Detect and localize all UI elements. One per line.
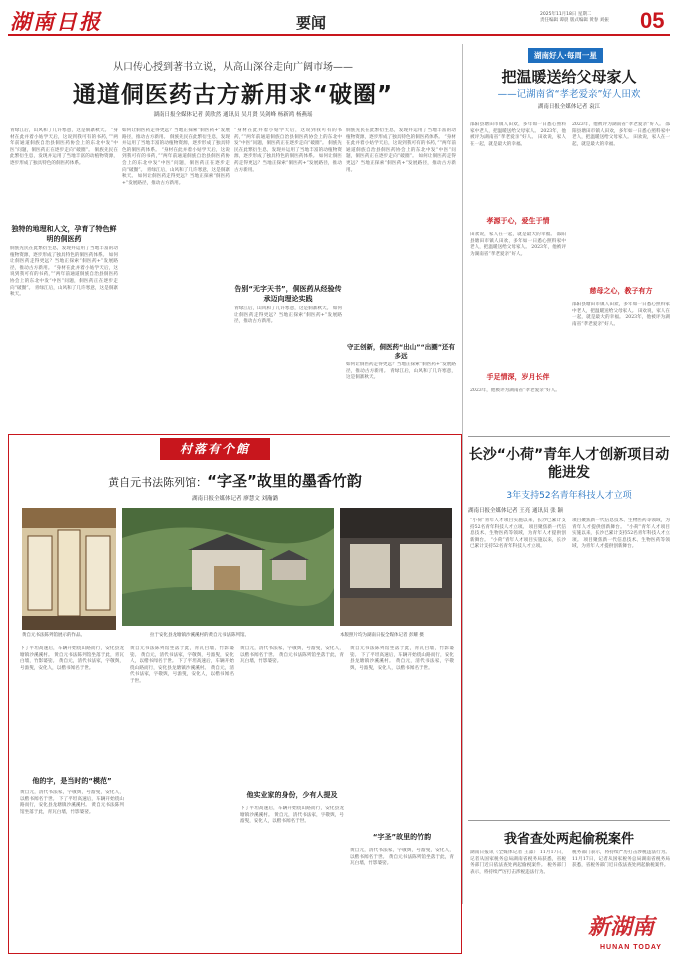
rt-para: 邵阳县塘田市镇人田欢，多年如一日悉心照料家中老人，把温暖送给父母家人。: [470, 122, 566, 134]
lead-para: 如何让侗医药走得更远？当地正探索“侗医药+”发展路径，推动古方新用。: [122, 174, 230, 186]
lead-para: 青绿江后，山风和了几许寒意，这是侗寨秋天。: [122, 167, 230, 180]
page-number: 05: [640, 8, 665, 33]
right-bottom-col-1: [470, 850, 566, 956]
caption-2: 拉于安化县龙塘镇沙溪溪村的黄自元书法陈列馆。: [150, 633, 249, 638]
lead-column-4b: [346, 362, 456, 428]
feature-col-4b: [350, 848, 454, 948]
f-para: 黄自元书法陈列馆坐落于此，青瓦白墙，竹影婆娑。: [350, 646, 454, 658]
feature-subhead-3: “字圣”故里的竹韵: [372, 833, 432, 841]
right-bottom-col-2: [572, 850, 670, 910]
feature-subhead-2: 他实业家的身份，少有人提及: [246, 791, 338, 799]
lead-column-3b: [234, 306, 342, 426]
lead-para: 如何让侗医药走得更远？当地正探索“侗医药+”发展路径，推动古方新用。: [234, 306, 342, 325]
right-bottom-rule: [468, 820, 670, 821]
lead-para: 侗族先民在此繁衍生息，发现并运用了当地丰富的动植物资源，逐步形成了独具特色的侗医药体系。: [10, 246, 118, 258]
lead-para: 青绿江后，山风和了几许寒意，这是侗寨秋天。: [234, 306, 332, 311]
date-line: 2025年11月18日 星期二: [540, 12, 592, 17]
right-top-col-2: [572, 122, 670, 282]
lead-column-2: [122, 128, 230, 428]
right-top-headline: 把温暖送给父母家人: [501, 68, 637, 86]
feature-headline-main: “字圣”故里的墨香竹韵: [207, 472, 362, 490]
f-para: 黄自元书法陈列馆坐落于此，青瓦白墙，竹影婆娑。: [20, 652, 124, 665]
rm-para: 项目聚焦新一代信息技术、生物医药等领域，为青年人才提供创新舞台。: [572, 518, 670, 530]
right-mid-byline: 湖南日报全媒体记者 王亮 通讯员 张 颖: [468, 508, 563, 514]
lead-column-1b: [10, 246, 118, 426]
lead-para: “身材在此并着小姑学天后，这说到我可有的书药，””两年前通道侗族自治县侗医药协会上的东北中发“中医”问题，侗医药正在逐步走向“破圈”。: [10, 265, 118, 291]
right-top-col-1c: [470, 388, 566, 432]
rm-para: “小荷”青年人才项目实施以来，长沙已累计支持52名青年科技人才立项。: [470, 518, 566, 530]
rt-subhead-1: 孝源于心，爱生于情: [486, 217, 550, 225]
right-mid-rule: [468, 436, 670, 437]
feature-col-1b: [20, 790, 124, 948]
f-para: 黄自元，清代书法家，字敬舆，号澹叟，安化人，以楷书闻名于世。: [350, 848, 454, 860]
right-mid-col-1: [470, 518, 566, 816]
lead-para: 侗族先民在此繁衍生息，发现并运用了当地丰富的动植物资源，逐步形成了独具特色的侗医药体系。: [10, 147, 118, 166]
f-para: 下了平坦高速后，车辆开始绕山路而行，安化县龙塘镇沙溪溪村。: [350, 652, 454, 665]
right-top-col-1: [470, 122, 566, 214]
feature-column-logo: 村落有个館: [160, 438, 270, 460]
f-para: 黄自元，清代书法家，字敬舆，号澹叟，安化人，以楷书闻名于世。: [130, 652, 234, 665]
right-top-col-2b: [572, 302, 670, 432]
lead-byline: 湖南日报全媒体记者 黄欣然 通讯员 吴月贤 吴剑峰 杨新鸿 杨燕瑶: [153, 112, 313, 118]
feature-byline: 湖南日报全媒体记者 廖慧文 刘瀚潞: [192, 496, 278, 502]
right-top-subheadline: ——记湖南省“孝老爱亲”好人田欢: [497, 89, 641, 100]
watermark-latin: HUNAN TODAY: [600, 944, 662, 951]
rb-para: 湖南日报讯（全媒体记者 王淼）: [470, 850, 539, 855]
watermark-logo: 新湖南: [588, 914, 655, 940]
f-para: 黄自元书法陈列馆坐落于此，青瓦白墙，竹影婆娑。: [240, 652, 344, 665]
photo-village-aerial: [122, 508, 334, 626]
rm-para: 项目聚焦新一代信息技术、生物医药等领域，为青年人才提供创新舞台。: [470, 524, 566, 543]
rt-para: 田欢说，家人在一起，就是最大的幸福。: [572, 135, 670, 147]
newspaper-logo: 湖南日报: [10, 9, 102, 34]
right-top-col-1b: [470, 232, 566, 372]
photo-calligraphy-hall: [22, 508, 116, 630]
caption-1: 黄自元书法陈列馆展示的作品。: [22, 633, 85, 638]
lead-subhead-2: 告别“无字天书”，侗医药从经验传承迈向理论实践: [234, 285, 342, 303]
f-para: 黄自元书法陈列馆坐落于此，青瓦白墙，竹影婆娑。: [20, 803, 124, 815]
f-para: 下了平坦高速后，车辆开始绕山路而行，安化县龙塘镇沙溪溪村。: [20, 796, 124, 809]
rm-para: “小荷”青年人才项目实施以来，长沙已累计支持52名青年科技人才立项。: [572, 524, 670, 543]
lead-para: 如何让侗医药走得更远？当地正探索“侗医药+”发展路径，推动古方新用。: [346, 154, 456, 173]
column-divider: [462, 44, 463, 904]
rt-para: 2023年，他被评为湖南省“孝老爱亲”好人。: [470, 128, 566, 141]
lead-kicker: 从口传心授到著书立说，从高山深谷走向广阔市场——: [113, 62, 353, 73]
lead-para: “身材在此并着小姑学天后，这说到我可有的书药，””两年前通道侗族自治县侗医药协会上的东北中发“中医”问题，侗医药正在逐步走向“破圈”。: [122, 147, 230, 173]
f-para: 下了平坦高速后，车辆开始绕山路而行，安化县龙塘镇沙溪溪村。: [20, 646, 124, 658]
rb-para: 11月17日，记者从国家税务总局湖南省税务局获悉，省税务部门近日依法查处两起偷税案件。: [572, 856, 670, 869]
lead-subhead-3: 守正创新，侗医药“出山”“出圈”还有多远: [346, 343, 456, 360]
rm-para: “小荷”青年人才项目实施以来，长沙已累计支持52名青年科技人才立项。: [470, 537, 566, 550]
column-badge: 湖南好人·每周一星: [528, 48, 603, 63]
lead-para: 侗族先民在此繁衍生息，发现并运用了当地丰富的动植物资源，逐步形成了独具特色的侗医药体系。: [346, 128, 456, 140]
rt-para: 2023年，他被评为湖南省“孝老爱亲”好人。: [572, 315, 670, 327]
caption-3: 本版照片均为湖南日报全媒体记者 彭耀 摄: [340, 633, 424, 638]
lead-para: 侗族先民在此繁衍生息，发现并运用了当地丰富的动植物资源，逐步形成了独具特色的侗医药体系。: [122, 134, 230, 153]
rt-para: 田欢说，家人在一起，就是最大的幸福。: [470, 135, 566, 147]
lead-para: 如何让侗医药走得更远？当地正探索“侗医药+”发展路径，推动古方新用。: [122, 128, 230, 140]
right-mid-subheadline: 3年支持52名青年科技人才立项: [506, 491, 632, 501]
f-para: 下了平坦高速后，车辆开始绕山路而行，安化县龙塘镇沙溪溪村。: [240, 806, 344, 818]
lead-column-4: [346, 128, 456, 328]
photo-exhibition-room: [340, 508, 452, 626]
rt-para: 邵阳县塘田市镇人田欢，多年如一日悉心照料家中老人，把温暖送给父母家人。: [572, 122, 670, 141]
f-para: 下了平坦高速后，车辆开始绕山路而行，安化县龙塘镇沙溪溪村。: [130, 659, 234, 671]
feature-headline-prefix: 黄自元书法陈列馆：: [108, 476, 208, 489]
rb-para: 税务部门表示，将持续严厉打击涉税违法行为。: [470, 863, 566, 875]
lead-para: 青绿江后，山风和了几许寒意，这是侗寨秋天。: [10, 128, 110, 133]
feature-col-1: [20, 646, 124, 772]
right-top-byline: 湖南日报全媒体记者 袁江: [537, 104, 601, 110]
lead-headline: 通道侗医药古方新用求“破圈”: [72, 82, 394, 108]
feature-col-2: [130, 646, 234, 948]
lead-para: “身材在此并着小姑学天后，这说到我可有的书药，””两年前通道侗族自治县侗医药协会上的东北中发“中医”问题，侗医药正在逐步走向“破圈”。: [346, 134, 456, 160]
lead-para: 如何让侗医药走得更远？当地正探索“侗医药+”发展路径，推动古方新用。: [346, 362, 456, 374]
rt-para: 2023年，他被评为湖南省“孝老爱亲”好人。: [572, 122, 664, 127]
f-para: 黄自元，清代书法家，字敬舆，号澹叟，安化人，以楷书闻名于世。: [130, 665, 234, 684]
rb-para: 税务部门表示，将持续严厉打击涉税违法行为。: [572, 850, 670, 855]
f-para: 黄自元书法陈列馆坐落于此，青瓦白墙，竹影婆娑。: [130, 646, 234, 658]
masthead-rule: [8, 34, 670, 36]
f-para: 黄自元，清代书法家，字敬舆，号澹叟，安化人，以楷书闻名于世。: [240, 646, 344, 658]
section-title: 要闻: [296, 14, 327, 32]
lead-para: 侗族先民在此繁衍生息，发现并运用了当地丰富的动植物资源，逐步形成了独具特色的侗医药体系。: [234, 141, 342, 160]
lead-subhead-1: 独特的地理和人文，孕育了特色鲜明的侗医药: [11, 225, 117, 243]
rt-para: 2023年，他被评为湖南省“孝老爱亲”好人。: [470, 245, 566, 257]
lead-para: 如何让侗医药走得更远？当地正探索“侗医药+”发展路径，推动古方新用。: [10, 252, 118, 271]
f-para: 黄自元，清代书法家，字敬舆，号澹叟，安化人，以楷书闻名于世。: [350, 659, 454, 671]
rb-para: 11月17日，记者从国家税务总局湖南省税务局获悉，省税务部门近日依法查处两起偷税案件。: [470, 850, 566, 869]
rt-para: 2023年，他被评为湖南省“孝老爱亲”好人。: [470, 388, 560, 393]
rt-para: 邵阳县塘田市镇人田欢，多年如一日悉心照料家中老人，把温暖送给父母家人。: [572, 302, 670, 314]
feature-subhead-1: 他的字，是当时的“模范”: [32, 777, 112, 785]
lead-para: 如何让侗医药走得更远？当地正探索“侗医药+”发展路径，推动古方新用。: [234, 154, 342, 173]
rt-subhead-2: 慈母之心，教子有方: [589, 287, 653, 295]
right-mid-headline: 长沙“小荷”青年人才创新项目动能进发: [468, 447, 670, 481]
feature-col-3b: [240, 806, 344, 948]
feature-col-4: [350, 646, 454, 828]
right-mid-col-2: [572, 518, 670, 816]
right-bottom-headline: 我省查处两起偷税案件: [503, 832, 634, 847]
lead-para: 青绿江后，山风和了几许寒意，这是侗寨秋天。: [10, 285, 118, 298]
f-para: 黄自元，清代书法家，字敬舆，号澹叟，安化人，以楷书闻名于世。: [20, 659, 124, 671]
rm-para: 项目聚焦新一代信息技术、生物医药等领域，为青年人才提供创新舞台。: [572, 537, 670, 550]
lead-column-3: [234, 128, 342, 280]
feature-headline: [8, 470, 462, 491]
lead-column-1: [10, 128, 118, 220]
rt-para: 邵阳县塘田市镇人田欢，多年如一日悉心照料家中老人，把温暖送给父母家人。: [470, 232, 566, 251]
editor-line: 责任编辑 谭晨 版式编辑 黄春 刘振: [540, 18, 609, 23]
lead-para: 青绿江后，山风和了几许寒意，这是侗寨秋天。: [346, 368, 456, 381]
feature-col-3: [240, 646, 344, 786]
masthead-meta: [540, 12, 636, 24]
f-para: 黄自元书法陈列馆坐落于此，青瓦白墙，竹影婆娑。: [350, 854, 454, 867]
f-para: 黄自元，清代书法家，字敬舆，号澹叟，安化人，以楷书闻名于世。: [240, 812, 344, 825]
lead-para: “身材在此并着小姑学天后，这说到我可有的书药，””两年前通道侗族自治县侗医药协会上的东北中发“中医”问题，侗医药正在逐步走向“破圈”。: [234, 128, 342, 147]
rt-subhead-3: 手足情深，岁月长伴: [486, 373, 550, 381]
lead-para: “身材在此并着小姑学天后，这说到我可有的书药，””两年前通道侗族自治县侗医药协会上的东北中发“中医”问题，侗医药正在逐步走向“破圈”。: [10, 128, 118, 153]
rt-para: 田欢说，家人在一起，就是最大的幸福。: [470, 232, 556, 237]
rt-para: 田欢说，家人在一起，就是最大的幸福。: [572, 308, 670, 321]
f-para: 黄自元，清代书法家，字敬舆，号澹叟，安化人，以楷书闻名于世。: [20, 790, 124, 802]
